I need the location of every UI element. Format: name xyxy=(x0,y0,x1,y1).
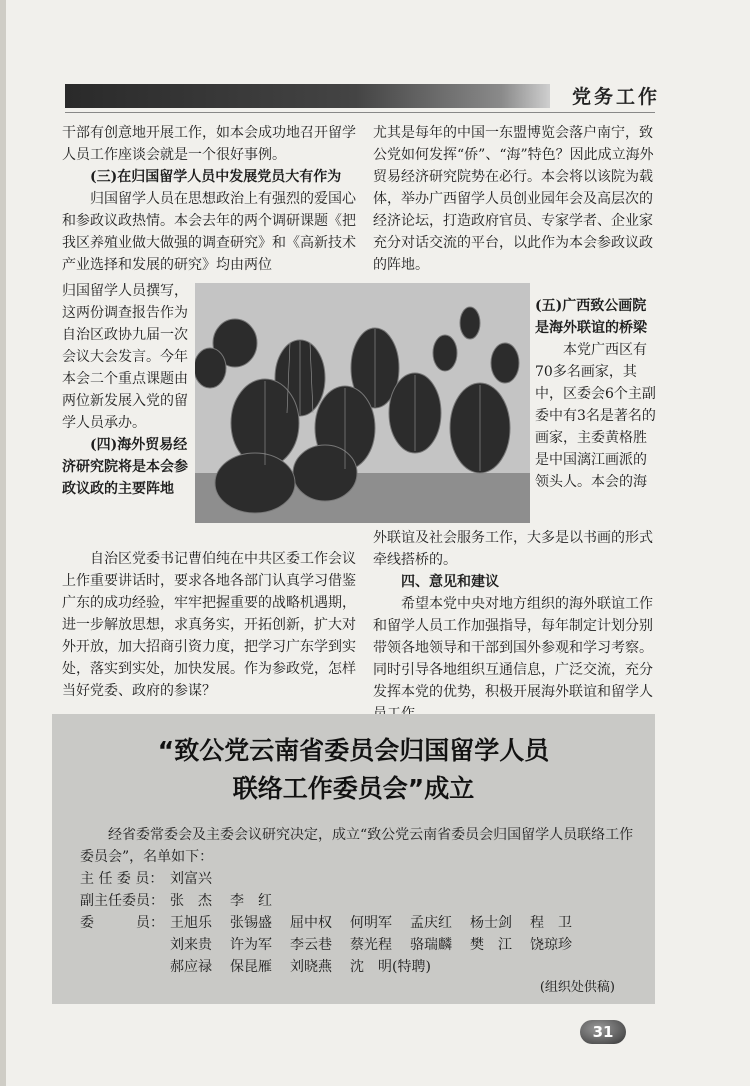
member-name: 孟庆红 xyxy=(410,915,452,931)
member-name: 蔡光程 xyxy=(350,937,392,953)
right-narrow-column xyxy=(535,295,658,493)
member-name: 何明军 xyxy=(350,915,392,931)
left-column xyxy=(62,122,362,276)
source-credit: (组织处供稿) xyxy=(539,980,615,995)
director-label: 主 任 委 员： xyxy=(80,871,164,887)
left-paragraph-3: 自治区党委书记曹伯纯在中共区委工作会议上作重要讲话时，要求各地各部门认真学习借鉴广东的成功经验，牢牢把握重要的战略机遇期，进一步解放思想，求真务实，开拓创新，扩大对外开放，加大招商引资力度，把学习广东学到实处，落实到实处，加快发展。作为参政党，怎样当好党委、政府的参谋？ xyxy=(62,551,356,699)
announcement-title xyxy=(52,732,655,808)
members-row-2 xyxy=(80,934,640,956)
page-edge xyxy=(0,0,6,1086)
director-name: 刘富兴 xyxy=(170,871,212,887)
announcement-title-line-1: “致公党云南省委员会归国留学人员 xyxy=(157,736,550,765)
subheading-5: (五)广西致公画院是海外联谊的桥梁 xyxy=(535,298,647,336)
header-rule xyxy=(65,112,655,113)
right-paragraph-3: 希望本党中央对地方组织的海外联谊工作和留学人员工作加强指导，每年制定计划分别带领各地领导和干部到国外参观和学习考察。同时引导各地组织互通信息，广泛交流，充分发挥本党的优势，积极开展海外联谊和留学人 xyxy=(373,596,653,700)
member-name: 樊 江 xyxy=(470,937,512,953)
right-bottom-column xyxy=(373,527,658,725)
member-name: 程 卫 xyxy=(530,915,572,931)
page-number: 31 xyxy=(580,1020,626,1044)
announcement-box xyxy=(52,714,655,1004)
member-name: 刘来贵 xyxy=(170,937,212,953)
vice-director-label: 副主任委员： xyxy=(80,893,164,909)
left-paragraph-1: 干部有创意地开展工作，如本会成功地召开留学人员工作座谈会就是一个很好事例。 xyxy=(62,125,356,163)
member-name: 杨士剑 xyxy=(470,915,512,931)
member-name: 刘晓燕 xyxy=(290,959,332,975)
vice-director-name: 张 杰 xyxy=(170,893,212,909)
members-label: 委 员： xyxy=(80,915,164,931)
right-paragraph-2-cont: 外联谊及社会服务工作，大多是以书画的形式牵线搭桥的。 xyxy=(373,530,653,568)
left-paragraph-2: 归国留学人员在思想政治上有强烈的爱国心和参政议政热情。本会去年的两个调研课题《把我区养殖业做大做强的调查研究》和《高新技术产业选择和发展的研究》均由两位 xyxy=(62,191,356,273)
announcement-body xyxy=(80,824,640,978)
member-name: 饶琼珍 xyxy=(530,937,572,953)
cactus-illustration xyxy=(195,283,530,523)
left-paragraph-2-cont: 归国留学人员撰写，这两份调查报告作为自治区政协九届一次会议大会发言。今年本会二个重点课题由两位新发展入党的留学人员承办。 xyxy=(62,283,188,431)
member-name: 屈中权 xyxy=(290,915,332,931)
member-name: 沈 明(特聘) xyxy=(350,959,431,975)
right-column xyxy=(373,122,658,276)
member-name: 许为军 xyxy=(230,937,272,953)
vice-director-row xyxy=(80,890,640,912)
member-name: 张锡盛 xyxy=(230,915,272,931)
right-paragraph-1: 尤其是每年的中国一东盟博览会落户南宁，致公党如何发挥“侨”、“海”特色？因此成立海外贸易经济研究院势在必行。本会将以该院为载体，举办广西留学人员创业园年会及高层次的经济论坛，打造政府官员、专家学者、企业家充分对话交流的平台，以此作为本会参政议政的阵地。 xyxy=(373,125,654,273)
header-bar xyxy=(65,84,550,108)
announcement-title-line-2: 联络工作委员会”成立 xyxy=(232,774,475,803)
member-name: 保昆雁 xyxy=(230,959,272,975)
subheading-4: (四)海外贸易经济研究院将是本会参政议政的主要阵地 xyxy=(62,437,188,497)
members-row-1 xyxy=(80,912,640,934)
heading-4: 四、意见和建议 xyxy=(401,574,499,590)
member-name: 王旭乐 xyxy=(170,915,212,931)
member-name: 骆瑞麟 xyxy=(410,937,452,953)
member-name: 郝应禄 xyxy=(170,959,212,975)
announcement-intro: 经省委常委会及主委会议研究决定，成立“致公党云南省委员会归国留学人员联络工作委员会”，名单如下： xyxy=(80,827,634,865)
left-bottom-column xyxy=(62,548,357,702)
member-name: 李云巷 xyxy=(290,937,332,953)
left-narrow-column xyxy=(62,280,190,500)
director-row xyxy=(80,868,640,890)
members-row-3 xyxy=(80,956,640,978)
vice-director-name: 李 红 xyxy=(230,893,272,909)
cactus-photo xyxy=(195,283,530,523)
right-paragraph-2: 本党广西区有70多名画家，其中，区委会6个主副委中有3名是著名的画家，主委黄格胜是中国漓江画派的领头人。本会的海 xyxy=(535,342,656,490)
subheading-3: (三)在归国留学人员中发展党员大有作为 xyxy=(90,169,342,185)
section-title: 党务工作 xyxy=(571,86,660,108)
